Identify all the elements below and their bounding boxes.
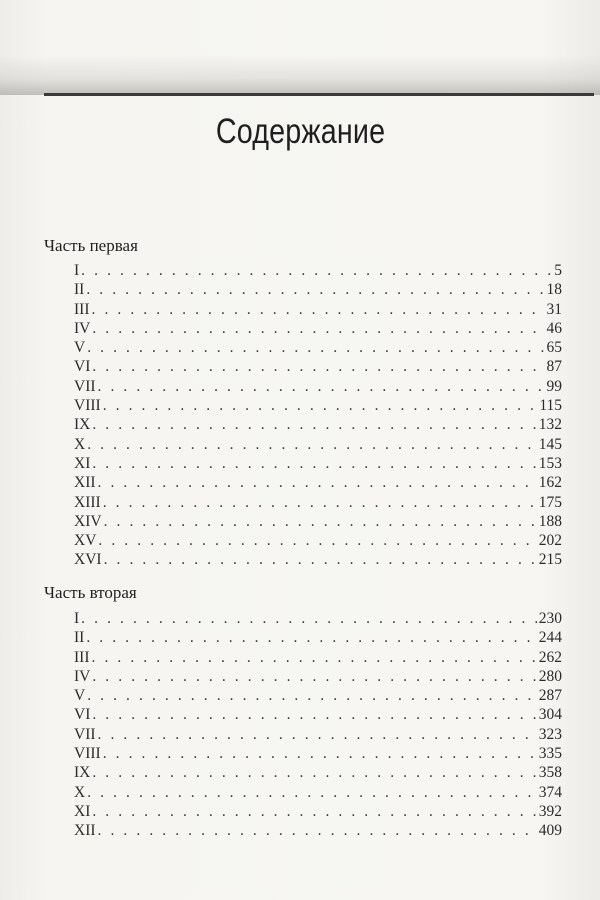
chapter-number: IX bbox=[74, 416, 91, 434]
page-number: 392 bbox=[538, 802, 562, 820]
toc-entry bbox=[74, 435, 562, 454]
chapter-number: VII bbox=[74, 377, 96, 395]
page-number: 244 bbox=[538, 629, 562, 647]
toc-entry bbox=[74, 454, 562, 473]
chapter-number: XV bbox=[74, 532, 97, 550]
dot-leader bbox=[86, 280, 544, 299]
dot-leader bbox=[92, 454, 536, 473]
page-number: 18 bbox=[546, 281, 562, 299]
page-number: 31 bbox=[546, 300, 562, 318]
page-number: 287 bbox=[538, 687, 562, 705]
dot-leader bbox=[98, 377, 545, 396]
header-rule bbox=[44, 93, 594, 96]
page-number: 262 bbox=[538, 648, 562, 666]
chapter-number: II bbox=[74, 629, 85, 647]
toc-entry bbox=[74, 280, 562, 299]
page-number: 188 bbox=[538, 512, 562, 530]
toc-entry bbox=[74, 725, 562, 744]
dot-leader bbox=[98, 821, 537, 840]
page-number: 115 bbox=[539, 397, 562, 415]
toc-entry bbox=[74, 667, 562, 686]
toc-entry bbox=[74, 744, 562, 763]
page-number: 46 bbox=[546, 319, 562, 337]
dot-leader bbox=[92, 319, 544, 338]
toc-entry bbox=[74, 783, 562, 802]
toc-entry bbox=[74, 319, 562, 338]
chapter-number: I bbox=[74, 610, 80, 627]
dot-leader bbox=[92, 300, 545, 319]
chapter-number: XVI bbox=[74, 551, 102, 569]
toc-entry bbox=[74, 686, 562, 705]
dot-leader bbox=[92, 667, 536, 686]
chapter-number: VI bbox=[74, 358, 91, 376]
page-number: 175 bbox=[538, 493, 562, 511]
page-number: 99 bbox=[546, 377, 562, 395]
page-number: 162 bbox=[538, 474, 562, 492]
dot-leader bbox=[92, 802, 536, 821]
toc-list-part-1 bbox=[74, 261, 562, 570]
toc-entry bbox=[74, 493, 562, 512]
page-number: 202 bbox=[538, 532, 562, 550]
dot-leader bbox=[104, 550, 537, 569]
toc-entry bbox=[74, 531, 562, 550]
toc-entry bbox=[74, 648, 562, 667]
dot-leader bbox=[81, 609, 537, 628]
dot-leader bbox=[87, 783, 537, 802]
toc-entry bbox=[74, 473, 562, 492]
dot-leader bbox=[92, 357, 544, 376]
toc-entry bbox=[74, 550, 562, 569]
page-number: 5 bbox=[554, 262, 562, 279]
toc-entry bbox=[74, 609, 562, 628]
chapter-number: IV bbox=[74, 319, 91, 337]
toc-entry bbox=[74, 261, 562, 280]
page-number: 87 bbox=[546, 358, 562, 376]
page-number: 304 bbox=[538, 706, 562, 724]
toc-list-part-2 bbox=[74, 609, 562, 841]
dot-leader bbox=[87, 435, 537, 454]
toc-entry bbox=[74, 377, 562, 396]
dot-leader bbox=[87, 338, 544, 357]
toc-entry bbox=[74, 415, 562, 434]
chapter-number: III bbox=[74, 300, 90, 318]
toc-entry bbox=[74, 705, 562, 724]
dot-leader bbox=[104, 512, 537, 531]
chapter-number: IX bbox=[74, 764, 91, 782]
chapter-number: XII bbox=[74, 474, 96, 492]
page-title: Содержание bbox=[215, 112, 386, 151]
chapter-number: XIV bbox=[74, 512, 102, 530]
dot-leader bbox=[81, 261, 552, 280]
toc-entry bbox=[74, 300, 562, 319]
part-heading-second: Часть вторая bbox=[44, 583, 137, 602]
dot-leader bbox=[103, 396, 538, 415]
dot-leader bbox=[98, 531, 536, 550]
chapter-number: II bbox=[74, 281, 85, 299]
page-number: 323 bbox=[538, 725, 562, 743]
chapter-number: X bbox=[74, 783, 86, 801]
dot-leader bbox=[92, 705, 536, 724]
chapter-number: IV bbox=[74, 667, 91, 685]
dot-leader bbox=[92, 648, 537, 667]
dot-leader bbox=[103, 744, 537, 763]
page-number: 215 bbox=[538, 551, 562, 569]
toc-entry bbox=[74, 763, 562, 782]
toc-entry bbox=[74, 802, 562, 821]
dot-leader bbox=[98, 725, 537, 744]
chapter-number: X bbox=[74, 435, 86, 453]
chapter-number: VI bbox=[74, 706, 91, 724]
toc-entry bbox=[74, 512, 562, 531]
page-number: 280 bbox=[538, 667, 562, 685]
page-number: 132 bbox=[538, 416, 562, 434]
dot-leader bbox=[87, 686, 537, 705]
chapter-number: III bbox=[74, 648, 90, 666]
toc-entry bbox=[74, 338, 562, 357]
page-number: 65 bbox=[546, 339, 562, 357]
chapter-number: XI bbox=[74, 802, 91, 820]
chapter-number: V bbox=[74, 339, 86, 357]
dot-leader bbox=[92, 763, 536, 782]
chapter-number: VIII bbox=[74, 745, 101, 763]
dot-leader bbox=[103, 493, 537, 512]
toc-entry bbox=[74, 628, 562, 647]
dot-leader bbox=[86, 628, 536, 647]
chapter-number: XII bbox=[74, 822, 96, 840]
dot-leader bbox=[92, 415, 536, 434]
chapter-number: V bbox=[74, 687, 86, 705]
chapter-number: I bbox=[74, 262, 80, 279]
page-number: 153 bbox=[538, 454, 562, 472]
page-number: 409 bbox=[538, 822, 562, 840]
page-number: 335 bbox=[538, 745, 562, 763]
chapter-number: XIII bbox=[74, 493, 101, 511]
chapter-number: VII bbox=[74, 725, 96, 743]
page-number: 374 bbox=[538, 783, 562, 801]
toc-entry bbox=[74, 821, 562, 840]
toc-entry bbox=[74, 357, 562, 376]
page-number: 230 bbox=[538, 610, 562, 627]
chapter-number: VIII bbox=[74, 397, 101, 415]
page-top-shadow bbox=[0, 55, 600, 95]
dot-leader bbox=[98, 473, 537, 492]
toc-entry bbox=[74, 396, 562, 415]
chapter-number: XI bbox=[74, 454, 91, 472]
page-number: 145 bbox=[538, 435, 562, 453]
part-heading-first: Часть первая bbox=[44, 236, 138, 255]
page-number: 358 bbox=[538, 764, 562, 782]
